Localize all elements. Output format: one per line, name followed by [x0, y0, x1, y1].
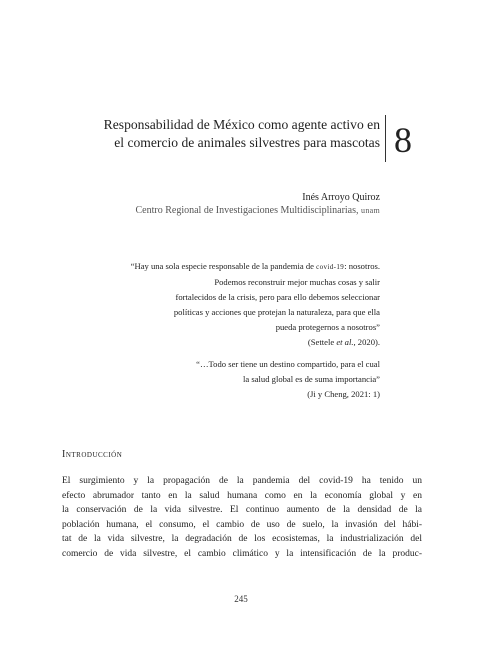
chapter-title-line-2: el comercio de animales silvestres para mascotas: [114, 135, 380, 150]
chapter-divider: [385, 115, 386, 162]
page-number: 245: [234, 594, 248, 604]
author-name: Inés Arroyo Quiroz: [302, 192, 380, 203]
epigraph-line: fortalecidos de la crisis, pero para ello debemos seleccionar: [175, 292, 380, 302]
chapter-number: 8: [394, 120, 412, 160]
body-paragraph: [62, 474, 422, 562]
epigraph-citation: (Settele et al., 2020).: [307, 337, 380, 347]
epigraph-2: [80, 357, 380, 402]
section-heading: Introducción: [62, 449, 123, 460]
body-line: tat de la vida silvestre, la degradación de los ecosistemas, la industrialización del: [62, 534, 422, 545]
affiliation-institution: unam: [361, 206, 380, 215]
epigraph-line: “…Todo ser tiene un destino compartido, para el cual: [196, 359, 380, 369]
epigraph-1: [80, 259, 380, 350]
epigraph-citation: (Ji y Cheng, 2021: 1): [307, 389, 380, 399]
author-affiliation: [136, 205, 381, 216]
epigraph-line: Podemos reconstruir mejor muchas cosas y salir: [214, 277, 380, 287]
chapter-title-line-1: Responsabilidad de México como agente activo en: [103, 117, 380, 132]
chapter-title: [50, 116, 380, 152]
epigraph-line: políticas y acciones que protejan la naturaleza, para que ella: [173, 307, 380, 317]
epigraph-line: pueda protegernos a nosotros”: [275, 322, 380, 332]
body-line: comercio de vida silvestre, el cambio climático y la intensificación de la produc-: [62, 548, 422, 559]
body-line: la conservación de la vida silvestre. El continuo aumento de la densidad de la: [62, 505, 422, 516]
affiliation-center: Centro Regional de Investigaciones Multidisciplinarias,: [135, 205, 359, 216]
epigraph-line: “Hay una sola especie responsable de la pandemia de covid-19: nosotros.: [130, 261, 380, 271]
body-line: efecto abrumador tanto en la salud humana como en la economía global y en: [62, 490, 422, 501]
body-line: población humana, el consumo, el cambio de uso de suelo, la invasión del hábi-: [62, 519, 422, 530]
body-line: El surgimiento y la propagación de la pandemia del covid-19 ha tenido un: [62, 476, 422, 486]
epigraph-line: la salud global es de suma importancia”: [243, 374, 380, 384]
